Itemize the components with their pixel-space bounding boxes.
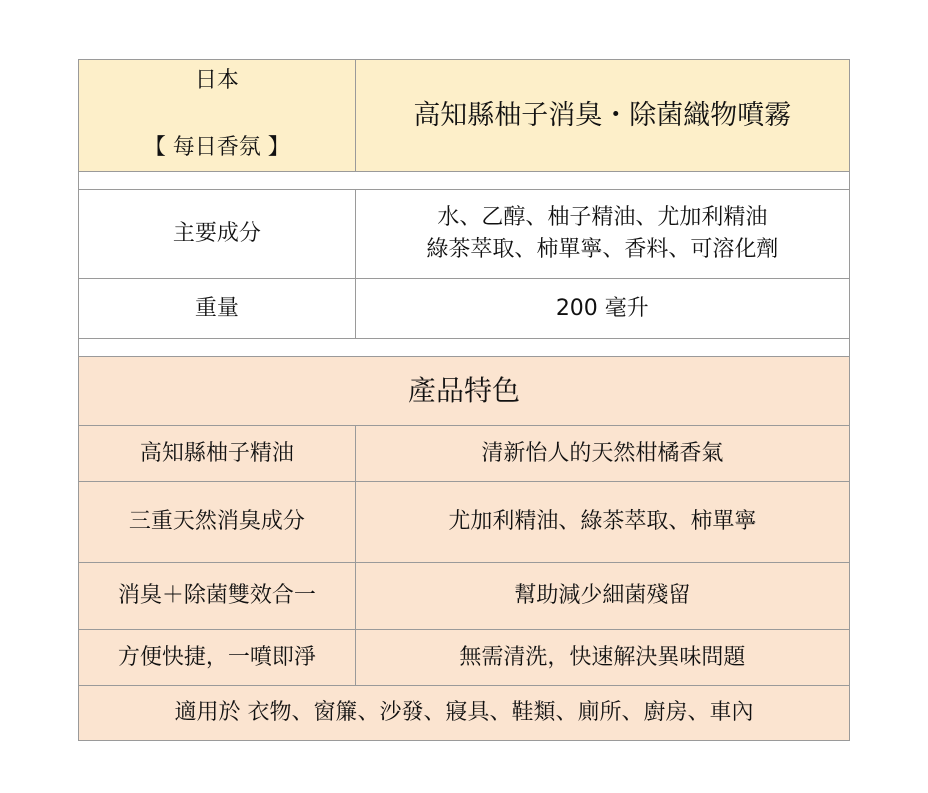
header-left-cell bbox=[79, 60, 356, 172]
feature-value: 清新怡人的天然柑橘香氣 bbox=[356, 426, 850, 482]
spec-value bbox=[356, 190, 850, 279]
product-name: 高知縣柚子消臭・除菌織物噴霧 bbox=[356, 60, 850, 172]
feature-row bbox=[79, 482, 850, 563]
feature-value: 尤加利精油、綠茶萃取、柿單寧 bbox=[356, 482, 850, 563]
spec-label: 主要成分 bbox=[79, 190, 356, 279]
feature-row bbox=[79, 563, 850, 630]
spacer-row bbox=[79, 339, 850, 357]
spec-row-ingredients bbox=[79, 190, 850, 279]
feature-value: 無需清洗，快速解決異味問題 bbox=[356, 630, 850, 686]
header-row bbox=[79, 60, 850, 172]
feature-label: 高知縣柚子精油 bbox=[79, 426, 356, 482]
features-title-row bbox=[79, 357, 850, 426]
usage-row bbox=[79, 686, 850, 741]
spacer-cell bbox=[79, 172, 850, 190]
series-label: 【 每日香氛 】 bbox=[143, 135, 290, 160]
spec-value: 200 毫升 bbox=[356, 279, 850, 339]
usage-text: 適用於 衣物、窗簾、沙發、寢具、鞋類、廁所、廚房、車內 bbox=[79, 686, 850, 741]
spacer-cell bbox=[79, 339, 850, 357]
ingredients-line-1: 水、乙醇、柚子精油、尤加利精油 bbox=[437, 205, 768, 230]
feature-label: 三重天然消臭成分 bbox=[79, 482, 356, 563]
feature-label: 方便快捷，一噴即淨 bbox=[79, 630, 356, 686]
feature-row bbox=[79, 630, 850, 686]
spec-row-weight bbox=[79, 279, 850, 339]
origin-label: 日本 bbox=[194, 68, 239, 93]
feature-row bbox=[79, 426, 850, 482]
product-table bbox=[78, 59, 850, 741]
feature-label: 消臭＋除菌雙效合一 bbox=[79, 563, 356, 630]
spacer-row bbox=[79, 172, 850, 190]
features-title: 產品特色 bbox=[79, 357, 850, 426]
ingredients-line-2: 綠茶萃取、柿單寧、香料、可溶化劑 bbox=[426, 237, 779, 262]
feature-value: 幫助減少細菌殘留 bbox=[356, 563, 850, 630]
spec-label: 重量 bbox=[79, 279, 356, 339]
